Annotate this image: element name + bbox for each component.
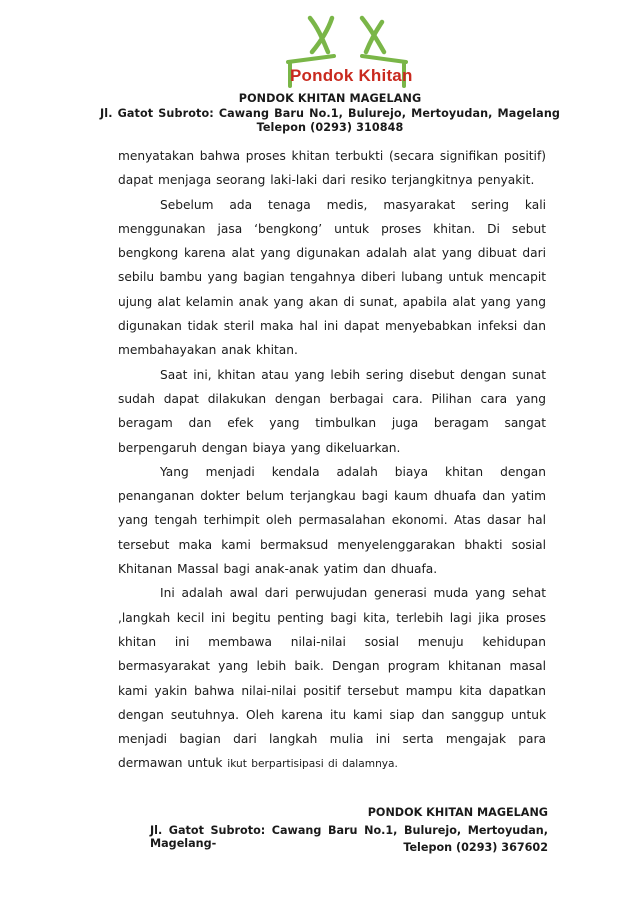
footer-phone: Telepon (0293) 367602 [403,841,548,854]
header-address: Jl. Gatot Subroto: Cawang Baru No.1, Bulurejo, Mertoyudan, Magelang [100,107,560,120]
pondok-khitan-logo [270,12,420,94]
letter-body [118,144,546,777]
footer-address: Jl. Gatot Subroto: Cawang Baru No.1, Bulurejo, Mertoyudan, Magelang- [150,824,548,850]
paragraph-2: Sebelum ada tenaga medis, masyarakat sering kali menggunakan jasa ‘bengkong’ untuk proses khitan. Di sebut bengkong karena alat yang digunakan adalah alat yang dibuat dari sebilu bambu yang bagian tengahnya diberi lubang untuk mencapit ujung alat kelamin anak yang akan di sunat, apabila alat yang yang digunakan tidak steril maka hal ini dapat menyebabkan infeksi dan membahayakan anak khitan. [118,197,546,358]
logo-text: Pondok Khitan [290,66,413,85]
paragraph-5-main: Ini adalah awal dari perwujudan generasi muda yang sehat ,langkah kecil ini begitu penting bagi kita, terlebih lagi jika proses khitan ini membawa nilai-nilai sosial menuju kehidupan bermasyarakat yang lebih baik. Dengan program khitanan masal kami yakin bahwa nilai-nilai positif tersebut mampu kita dapatkan dengan seutuhnya. Oleh karena itu kami siap dan sanggup untuk menjadi bagian dari langkah mulia ini serta mengajak para dermawan untuk [118,586,546,771]
header-phone: Telepon (0293) 310848 [256,121,404,134]
paragraph-4: Yang menjadi kendala adalah biaya khitan dengan penanganan dokter belum terjangkau bagi kaum dhuafa dan yatim yang tengah terhimpit oleh permasalahan ekonomi. Atas dasar hal tersebut maka kami bermaksud menyelenggarakan bhakti sosial Khitanan Massal bagi anak-anak yatim dan dhuafa. [118,464,546,577]
paragraph-3: Saat ini, khitan atau yang lebih sering disebut dengan sunat sudah dapat dilakukan dengan berbagai cara. Pilihan cara yang beragam dan efek yang timbulkan juga beragam sangat berpengaruh dengan biaya yang dikeluarkan. [118,367,546,455]
paragraph-5 [118,581,546,776]
paragraph-5-tail: ikut berpartisipasi di dalamnya. [227,758,398,771]
footer-title: PONDOK KHITAN MAGELANG [367,806,548,819]
header-title: PONDOK KHITAN MAGELANG [238,92,422,105]
paragraph-1: menyatakan bahwa proses khitan terbukti (secara signifikan positif) dapat menjaga seorang laki-laki dari resiko terjangkitnya penyakit. [118,149,546,188]
